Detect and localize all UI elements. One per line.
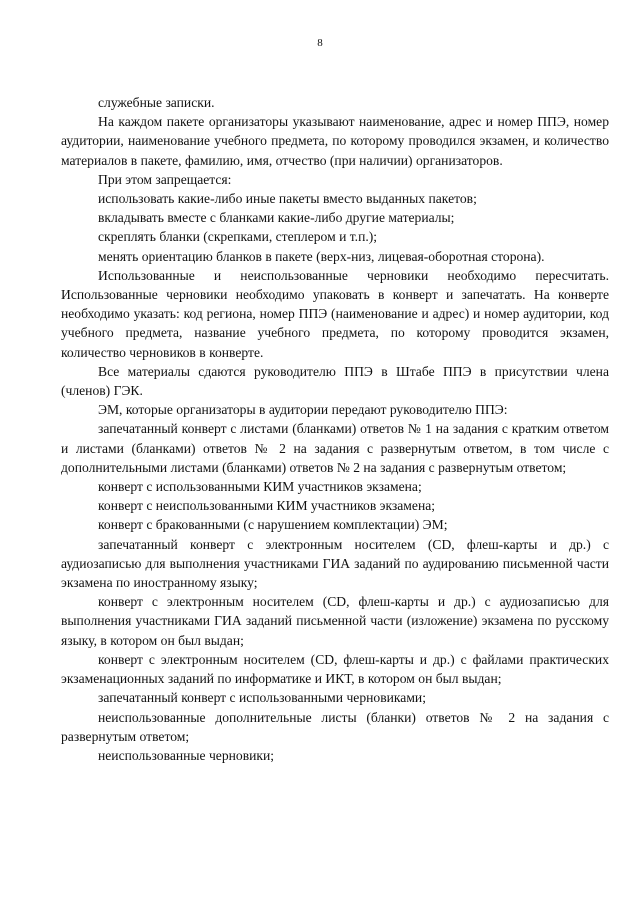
list-item-other-packages: использовать какие-либо иные пакеты вместо выданных пакетов; (98, 191, 477, 207)
list-item-unused-drafts: неиспользованные черновики; (98, 747, 275, 763)
list-item-sealed-answer-forms: запечатанный конверт с листами (бланками) ответов № 1 на задания с кратким ответом и листами (бланками) ответов № 2 на задания с развернутым ответом, в том числе с дополнительными листами (бланками) ответов № 2 на задания с развернутым ответом; (61, 421, 609, 475)
document-body (61, 93, 609, 765)
list-item-other-materials: вкладывать вместе с бланками какие-либо другие материалы; (98, 210, 455, 226)
list-item-informatics-files: конверт с электронным носителем (CD, флеш-карты и др.) с файлами практических экзаменационных заданий по информатике и ИКТ, в котором он был выдан; (61, 651, 609, 687)
list-item-used-kim: конверт с использованными КИМ участников экзамена; (98, 479, 422, 495)
paragraph-em-intro: ЭМ, которые организаторы в аудитории передают руководителю ППЭ: (98, 402, 508, 418)
list-item-foreign-language-audio: запечатанный конверт с электронным носителем (CD, флеш-карты и др.) с аудиозаписью для выполнения участниками ГИА заданий по аудированию письменной части экзамена по иностранному языку; (61, 536, 609, 591)
list-item-russian-language-audio: конверт с электронным носителем (CD, флеш-карты и др.) с аудиозаписью для выполнения участниками ГИА заданий письменной части (изложение) экзамена по русскому языку, в котором он был выдан; (61, 594, 609, 648)
paragraph-memos: служебные записки. (98, 95, 215, 110)
paragraph-prohibited-intro: При этом запрещается: (98, 171, 232, 187)
list-item-sealed-drafts: запечатанный конверт с использованными черновиками; (98, 690, 426, 706)
list-item-unused-extra-forms: неиспользованные дополнительные листы (бланки) ответов № 2 на задания с развернутым ответом; (61, 709, 609, 744)
list-item-stapling: скреплять бланки (скрепками, степлером и т.п.); (98, 229, 378, 245)
paragraph-drafts: Использованные и неиспользованные черновики необходимо пересчитать. Использованные черновики необходимо упаковать в конверт и запечатать. На конверте необходимо указать: код региона, номер ППЭ (наименование и адрес) и номер аудитории, код учебного предмета, название учебного предмета, по которому проводится экзамен, количество черновиков в конверте. (61, 267, 609, 360)
list-item-unused-kim: конверт с неиспользованными КИМ участников экзамена; (98, 498, 436, 514)
paragraph-handover: Все материалы сдаются руководителю ППЭ в Штабе ППЭ в присутствии члена (членов) ГЭК. (61, 363, 609, 399)
page-number: 8 (317, 37, 323, 49)
list-item-orientation: менять ориентацию бланков в пакете (верх-низ, лицевая-оборотная сторона). (98, 248, 545, 264)
list-item-defective-em: конверт с бракованными (с нарушением комплектации) ЭМ; (98, 517, 448, 533)
paragraph-package-labeling: На каждом пакете организаторы указывают наименование, адрес и номер ППЭ, номер аудитории, наименование учебного предмета, по которому проводился экзамен, и количество материалов в пакете, фамилию, имя, отчество (при наличии) организаторов. (61, 114, 609, 168)
